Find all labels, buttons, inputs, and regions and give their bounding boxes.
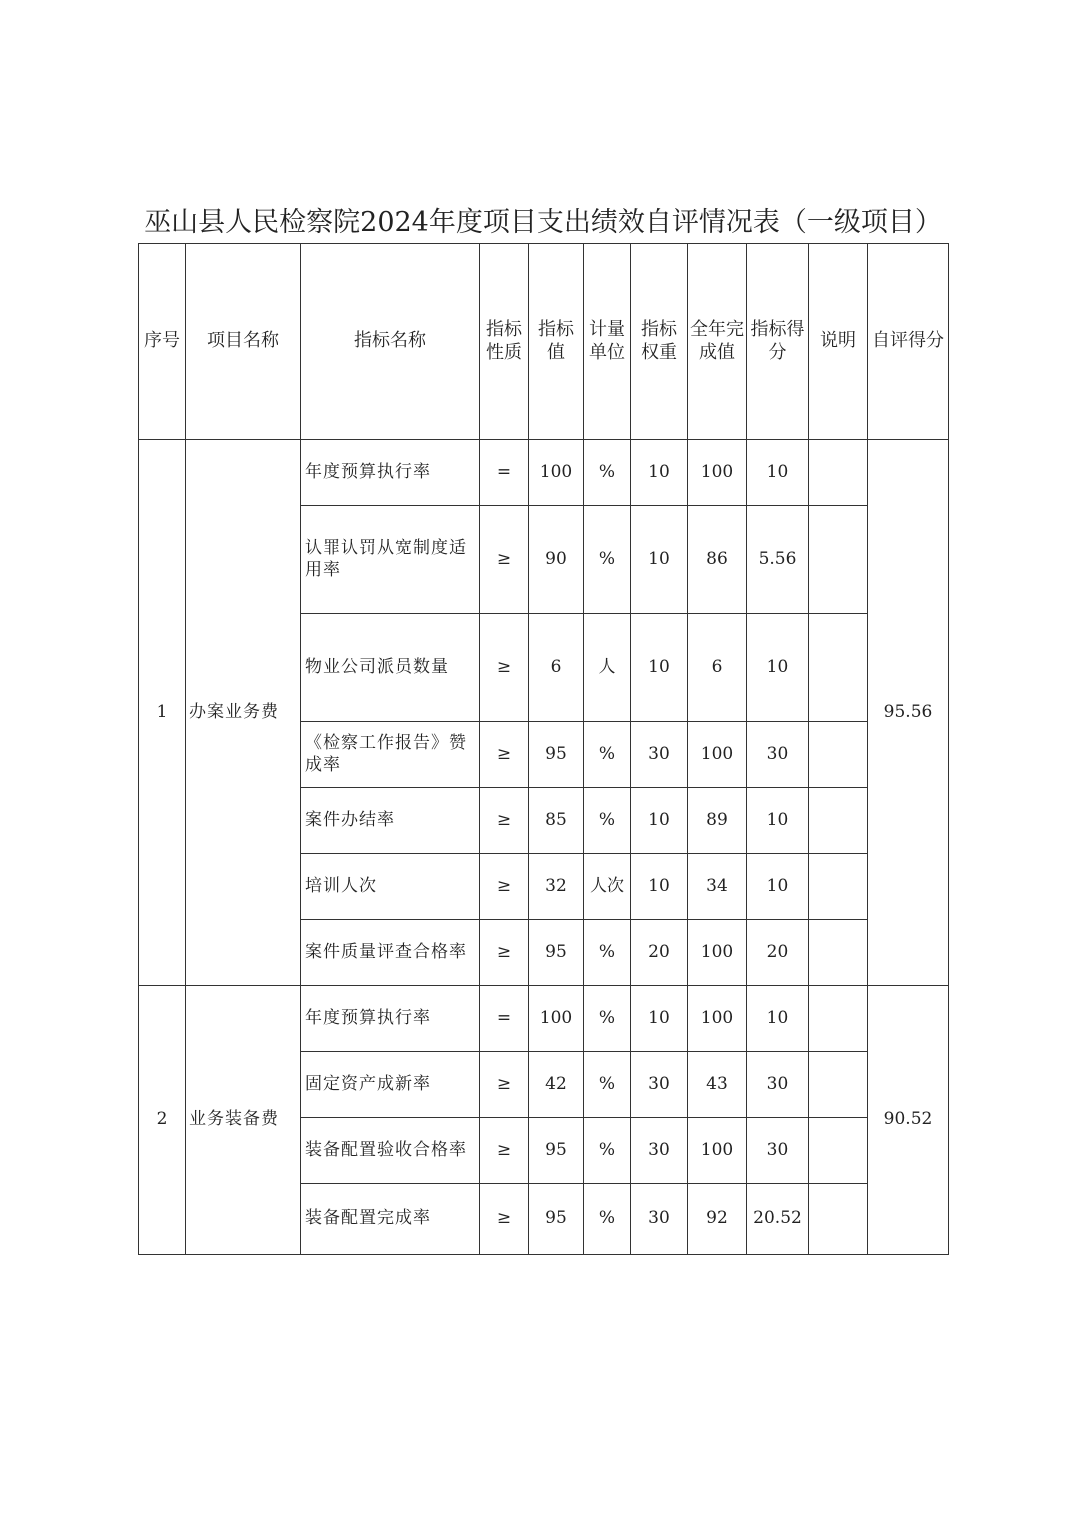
indicator-unit: % xyxy=(584,506,631,614)
indicator-score: 10 xyxy=(747,440,809,506)
indicator-actual: 43 xyxy=(688,1052,747,1118)
indicator-actual: 92 xyxy=(688,1184,747,1255)
indicator-unit: % xyxy=(584,788,631,854)
indicator-actual: 100 xyxy=(688,920,747,986)
indicator-unit: % xyxy=(584,920,631,986)
indicator-actual: 100 xyxy=(688,1118,747,1184)
indicator-unit: % xyxy=(584,1118,631,1184)
indicator-note xyxy=(809,788,868,854)
indicator-unit: % xyxy=(584,722,631,788)
self-score: 95.56 xyxy=(868,440,949,986)
indicator-note xyxy=(809,440,868,506)
table-row xyxy=(139,440,949,506)
indicator-weight: 10 xyxy=(631,440,688,506)
indicator-name: 固定资产成新率 xyxy=(301,1052,480,1118)
indicator-note xyxy=(809,1184,868,1255)
indicator-name: 物业公司派员数量 xyxy=(301,614,480,722)
indicator-weight: 30 xyxy=(631,1118,688,1184)
indicator-actual: 86 xyxy=(688,506,747,614)
indicator-note xyxy=(809,1118,868,1184)
indicator-nature: = xyxy=(480,986,529,1052)
header-row xyxy=(139,244,949,440)
header-self-score: 自评得分 xyxy=(868,244,949,440)
project-seq: 1 xyxy=(139,440,186,986)
indicator-name: 认罪认罚从宽制度适用率 xyxy=(301,506,480,614)
indicator-note xyxy=(809,854,868,920)
indicator-note xyxy=(809,920,868,986)
header-indicator: 指标名称 xyxy=(301,244,480,440)
indicator-value: 95 xyxy=(529,920,584,986)
indicator-value: 95 xyxy=(529,1118,584,1184)
indicator-score: 10 xyxy=(747,614,809,722)
indicator-actual: 34 xyxy=(688,854,747,920)
indicator-value: 95 xyxy=(529,722,584,788)
indicator-value: 100 xyxy=(529,986,584,1052)
indicator-score: 30 xyxy=(747,1052,809,1118)
header-unit: 计量单位 xyxy=(584,244,631,440)
indicator-note xyxy=(809,722,868,788)
indicator-score: 20.52 xyxy=(747,1184,809,1255)
project-name: 业务装备费 xyxy=(186,986,301,1255)
indicator-unit: % xyxy=(584,440,631,506)
indicator-name: 装备配置完成率 xyxy=(301,1184,480,1255)
indicator-nature: ≥ xyxy=(480,722,529,788)
indicator-weight: 10 xyxy=(631,614,688,722)
indicator-nature: ≥ xyxy=(480,920,529,986)
indicator-weight: 10 xyxy=(631,788,688,854)
indicator-name: 装备配置验收合格率 xyxy=(301,1118,480,1184)
indicator-actual: 100 xyxy=(688,440,747,506)
indicator-value: 95 xyxy=(529,1184,584,1255)
indicator-weight: 10 xyxy=(631,986,688,1052)
indicator-nature: ≥ xyxy=(480,614,529,722)
indicator-note xyxy=(809,1052,868,1118)
indicator-weight: 10 xyxy=(631,854,688,920)
indicator-unit: % xyxy=(584,986,631,1052)
header-project: 项目名称 xyxy=(186,244,301,440)
indicator-nature: = xyxy=(480,440,529,506)
page-title: 巫山县人民检察院2024年度项目支出绩效自评情况表（一级项目） xyxy=(144,207,942,238)
indicator-name: 案件质量评查合格率 xyxy=(301,920,480,986)
indicator-unit: % xyxy=(584,1052,631,1118)
indicator-value: 90 xyxy=(529,506,584,614)
indicator-weight: 20 xyxy=(631,920,688,986)
indicator-weight: 30 xyxy=(631,1184,688,1255)
indicator-actual: 6 xyxy=(688,614,747,722)
indicator-score: 10 xyxy=(747,854,809,920)
performance-table xyxy=(138,243,949,1255)
header-value: 指标值 xyxy=(529,244,584,440)
indicator-unit: 人次 xyxy=(584,854,631,920)
indicator-value: 42 xyxy=(529,1052,584,1118)
self-score: 90.52 xyxy=(868,986,949,1255)
indicator-score: 30 xyxy=(747,722,809,788)
indicator-score: 10 xyxy=(747,986,809,1052)
indicator-nature: ≥ xyxy=(480,788,529,854)
table-row xyxy=(139,986,949,1052)
indicator-nature: ≥ xyxy=(480,1184,529,1255)
indicator-nature: ≥ xyxy=(480,1118,529,1184)
indicator-note xyxy=(809,986,868,1052)
indicator-score: 20 xyxy=(747,920,809,986)
indicator-name: 年度预算执行率 xyxy=(301,440,480,506)
header-seq: 序号 xyxy=(139,244,186,440)
indicator-name: 年度预算执行率 xyxy=(301,986,480,1052)
indicator-value: 32 xyxy=(529,854,584,920)
indicator-nature: ≥ xyxy=(480,854,529,920)
indicator-value: 85 xyxy=(529,788,584,854)
header-note: 说明 xyxy=(809,244,868,440)
indicator-weight: 10 xyxy=(631,506,688,614)
indicator-unit: % xyxy=(584,1184,631,1255)
indicator-unit: 人 xyxy=(584,614,631,722)
header-weight: 指标权重 xyxy=(631,244,688,440)
indicator-name: 案件办结率 xyxy=(301,788,480,854)
indicator-score: 5.56 xyxy=(747,506,809,614)
indicator-actual: 100 xyxy=(688,986,747,1052)
indicator-actual: 100 xyxy=(688,722,747,788)
indicator-weight: 30 xyxy=(631,722,688,788)
header-nature: 指标性质 xyxy=(480,244,529,440)
project-seq: 2 xyxy=(139,986,186,1255)
header-score: 指标得分 xyxy=(747,244,809,440)
indicator-nature: ≥ xyxy=(480,506,529,614)
indicator-actual: 89 xyxy=(688,788,747,854)
indicator-score: 30 xyxy=(747,1118,809,1184)
indicator-note xyxy=(809,506,868,614)
indicator-value: 6 xyxy=(529,614,584,722)
indicator-name: 《检察工作报告》赞成率 xyxy=(301,722,480,788)
indicator-name: 培训人次 xyxy=(301,854,480,920)
indicator-value: 100 xyxy=(529,440,584,506)
project-name: 办案业务费 xyxy=(186,440,301,986)
indicator-note xyxy=(809,614,868,722)
header-actual: 全年完成值 xyxy=(688,244,747,440)
indicator-weight: 30 xyxy=(631,1052,688,1118)
indicator-nature: ≥ xyxy=(480,1052,529,1118)
indicator-score: 10 xyxy=(747,788,809,854)
